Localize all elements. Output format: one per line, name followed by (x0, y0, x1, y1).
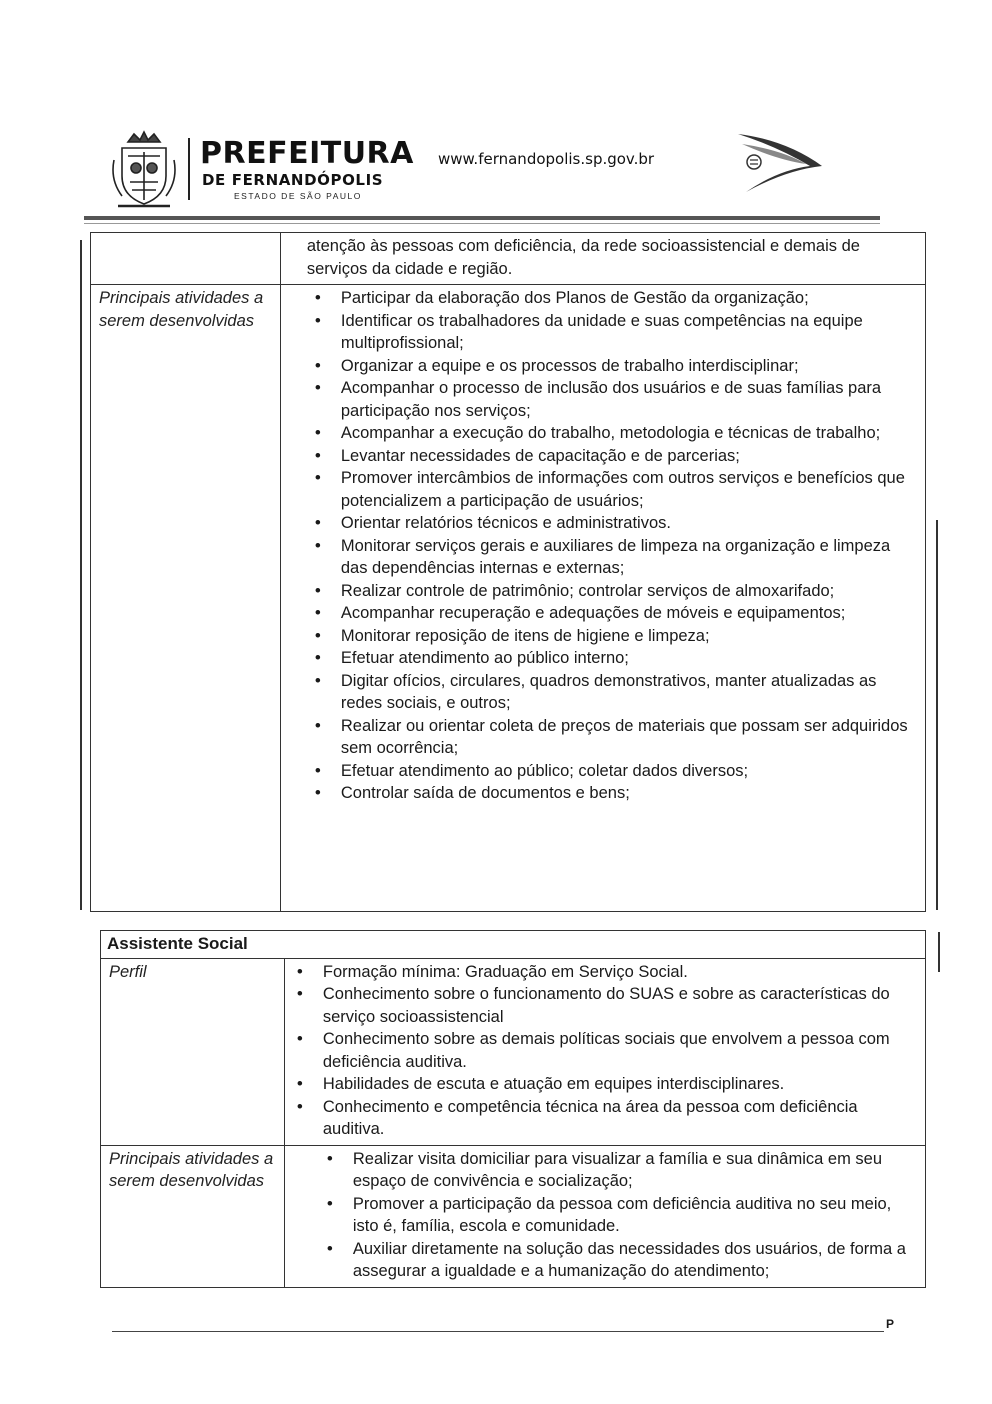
list-item: • Monitorar reposição de itens de higiene e limpeza; (341, 625, 917, 648)
list-item: • Orientar relatórios técnicos e administrativos. (341, 512, 917, 535)
list-item: • Conhecimento sobre o funcionamento do SUAS e sobre as características do serviço socioassistencial (323, 983, 917, 1028)
activities-label: Principais atividades a serem desenvolvidas (91, 285, 281, 912)
list-item: • Acompanhar a execução do trabalho, metodologia e técnicas de trabalho; (341, 422, 917, 445)
list-item: • Conhecimento sobre as demais políticas sociais que envolvem a pessoa com deficiência auditiva. (323, 1028, 917, 1073)
header-rule (84, 216, 880, 220)
list-item: • Realizar visita domiciliar para visualizar a família e sua dinâmica em seu espaço de convivência e socialização; (353, 1148, 917, 1193)
list-item: • Levantar necessidades de capacitação e de parcerias; (341, 445, 917, 468)
arrow-logo-icon (726, 130, 826, 200)
page-mark: P (886, 1317, 895, 1331)
list-item: • Conhecimento e competência técnica na área da pessoa com deficiência auditiva. (323, 1096, 917, 1141)
table-row (91, 233, 926, 285)
list-item: • Promover intercâmbios de informações com outros serviços e benefícios que potencializem a participação de usuários; (341, 467, 917, 512)
list-item: • Organizar a equipe e os processos de trabalho interdisciplinar; (341, 355, 917, 378)
section-title: Assistente Social (101, 931, 926, 959)
list-item: • Controlar saída de documentos e bens; (341, 782, 917, 805)
letterhead-state: ESTADO DE SÃO PAULO (234, 191, 362, 201)
continuation-text: atenção às pessoas com deficiência, da rede socioassistencial e demais de serviços da cidade e região. (280, 233, 925, 285)
list-item: • Realizar controle de patrimônio; controlar serviços de almoxarifado; (341, 580, 917, 603)
table-row (101, 958, 926, 1145)
letterhead-subtitle: DE FERNANDÓPOLIS (202, 171, 384, 189)
list-item: • Habilidades de escuta e atuação em equipes interdisciplinares. (323, 1073, 917, 1096)
list-item: • Auxiliar diretamente na solução das necessidades dos usuários, de forma a assegurar a igualdade e a humanização do atendimento; (353, 1238, 917, 1283)
roles-table-continued (90, 232, 926, 912)
table-row (101, 1145, 926, 1287)
list-item: • Participar da elaboração dos Planos de Gestão da organização; (341, 287, 917, 310)
list-item: • Formação mínima: Graduação em Serviço Social. (323, 961, 917, 984)
scan-edge-mark (80, 240, 82, 910)
list-item: • Promover a participação da pessoa com deficiência auditiva no seu meio, isto é, família, escola e comunidade. (353, 1193, 917, 1238)
activities-list (293, 1148, 917, 1283)
letterhead-title: PREFEITURA (200, 136, 414, 171)
letterhead-divider (188, 138, 190, 200)
list-item: • Acompanhar o processo de inclusão dos usuários e de suas famílias para participação nos serviços; (341, 377, 917, 422)
municipal-crest-icon (108, 130, 180, 210)
table-row (101, 931, 926, 959)
activities-list (289, 287, 917, 805)
list-item: • Realizar ou orientar coleta de preços de materiais que possam ser adquiridos sem ocorrência; (341, 715, 917, 760)
table-row (91, 285, 926, 912)
activities-label: Principais atividades a serem desenvolvidas (101, 1145, 285, 1287)
list-item: • Digitar ofícios, circulares, quadros demonstrativos, manter atualizadas as redes sociais, e outros; (341, 670, 917, 715)
signature-line (112, 1331, 884, 1332)
profile-label: Perfil (101, 958, 285, 1145)
letterhead (108, 130, 888, 220)
empty-label-cell (91, 233, 281, 285)
website-url: www.fernandopolis.sp.gov.br (438, 150, 655, 168)
list-item: • Identificar os trabalhadores da unidade e suas competências na equipe multiprofissional; (341, 310, 917, 355)
scan-edge-mark (938, 932, 940, 972)
assistente-social-table (100, 930, 926, 1288)
scan-edge-mark (936, 520, 938, 910)
list-item: • Efetuar atendimento ao público interno; (341, 647, 917, 670)
profile-list (293, 961, 917, 1141)
header-rule-thin (84, 223, 880, 224)
list-item: • Monitorar serviços gerais e auxiliares de limpeza na organização e limpeza das dependências internas e externas; (341, 535, 917, 580)
list-item: • Acompanhar recuperação e adequações de móveis e equipamentos; (341, 602, 917, 625)
list-item: • Efetuar atendimento ao público; coletar dados diversos; (341, 760, 917, 783)
